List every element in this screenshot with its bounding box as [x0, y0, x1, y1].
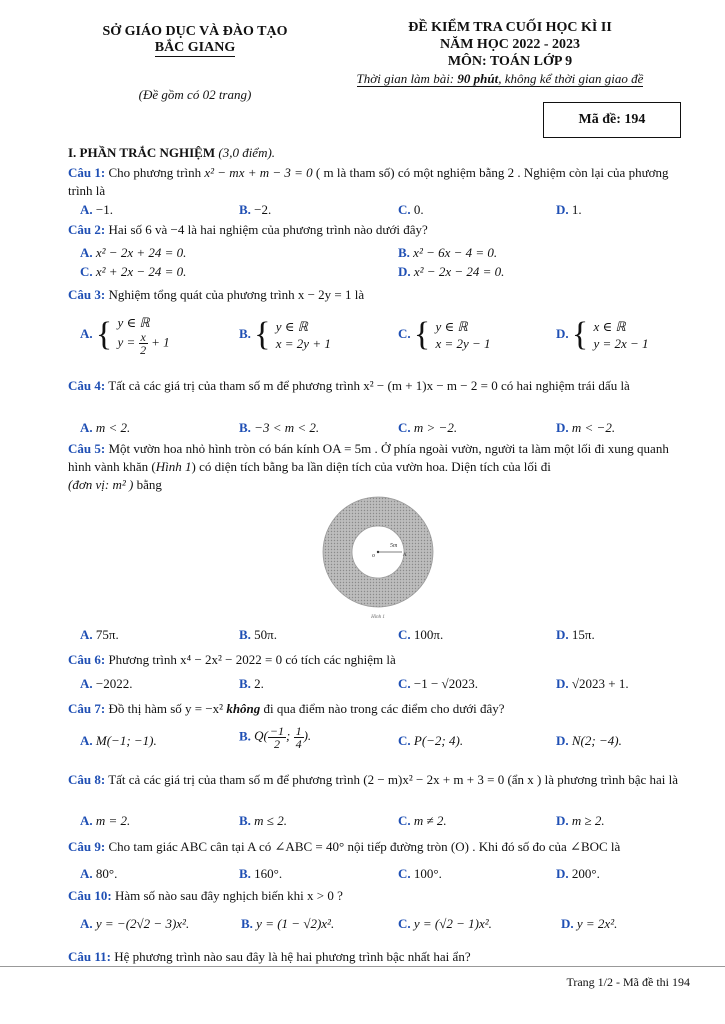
- q7-option-d[interactable]: [556, 733, 622, 749]
- q3-a-line2-b: + 1: [147, 334, 170, 350]
- letter-d: D.: [556, 676, 569, 691]
- letter-d: D.: [556, 813, 569, 828]
- q4-a-text: m < 2.: [95, 420, 131, 435]
- time-prefix: Thời gian làm bài:: [356, 71, 458, 86]
- q2-option-b[interactable]: [398, 245, 497, 261]
- section-title: [68, 145, 275, 161]
- q2-b-text: x² − 6x − 4 = 0.: [413, 245, 498, 260]
- q3-a-line1: y ∈ ℝ: [117, 315, 150, 330]
- q3-a-line2: [117, 331, 169, 356]
- letter-d: D.: [561, 916, 574, 931]
- q6-b-text: 2.: [254, 676, 264, 691]
- q3-option-c[interactable]: [398, 318, 491, 352]
- time-bold: 90 phút: [457, 71, 499, 86]
- letter-a: A.: [80, 245, 93, 260]
- q8-option-a[interactable]: [80, 813, 130, 829]
- letter-d: D.: [556, 627, 569, 642]
- q6-text: Phương trình x⁴ − 2x² − 2022 = 0 có tích các nghiệm là: [105, 652, 396, 667]
- question-11: [68, 948, 690, 966]
- q3-text: Nghiệm tổng quát của phương trình x − 2y = 1 là: [105, 287, 365, 302]
- q5-option-d[interactable]: [556, 627, 595, 643]
- q9-a-text: 80°.: [95, 866, 118, 881]
- letter-b: B.: [239, 627, 251, 642]
- q10-a-text: y = −(2√2 − 3)x².: [95, 916, 190, 931]
- figure-caption: Hình 1: [371, 615, 385, 620]
- q3-a-fraction: [139, 331, 148, 356]
- letter-c: C.: [398, 325, 411, 341]
- q5-fig-ref: Hình 1: [155, 459, 192, 474]
- q11-text: Hệ phương trình nào sau đây là hệ hai phương trình bậc nhất hai ẩn?: [110, 949, 471, 964]
- q8-option-d[interactable]: [556, 813, 605, 829]
- q9-d-text: 200°.: [571, 866, 600, 881]
- page-footer: Trang 1/2 - Mã đề thi 194: [566, 975, 690, 989]
- q10-label: Câu 10:: [68, 888, 112, 903]
- q8-label: Câu 8:: [68, 772, 106, 787]
- q5-unit: (đơn vị: m² ): [68, 477, 134, 492]
- department-name: SỞ GIÁO DỤC VÀ ĐÀO TẠO: [102, 24, 288, 39]
- pages-note: (Đề gồm có 02 trang): [138, 87, 252, 102]
- q4-label: Câu 4:: [68, 378, 106, 393]
- letter-a: A.: [80, 627, 93, 642]
- q7-b-den1: 2: [273, 737, 280, 751]
- label-o: o: [372, 553, 375, 559]
- q6-label: Câu 6:: [68, 652, 106, 667]
- q4-text: Tất cả các giá trị của tham số m để phương trình x² − (m + 1)x − m − 2 = 0 có hai nghiệm trái dấu là: [105, 378, 630, 393]
- q8-text: Tất cả các giá trị của tham số m để phương trình (2 − m)x² − 2x + m + 3 = 0 (ẩn x ) là phương trình bậc hai là: [105, 772, 679, 787]
- letter-c: C.: [398, 676, 411, 691]
- q4-option-c[interactable]: [398, 420, 457, 436]
- exam-code-box: Mã đề: 194: [543, 102, 681, 138]
- section-title-text: I. PHẦN TRẮC NGHIỆM: [68, 145, 216, 160]
- q4-option-a[interactable]: [80, 420, 130, 436]
- letter-b: B.: [239, 676, 251, 691]
- q7-a-text: M(−1; −1).: [95, 733, 157, 748]
- q3-label: Câu 3:: [68, 287, 106, 302]
- q7-option-a[interactable]: [80, 733, 157, 749]
- letter-b: B.: [241, 916, 253, 931]
- letter-a: A.: [80, 866, 93, 881]
- q5-a-text: 75π.: [95, 627, 119, 642]
- q6-option-d[interactable]: [556, 676, 629, 692]
- q4-d-text: m < −2.: [571, 420, 616, 435]
- letter-a: A.: [80, 676, 93, 691]
- q3-b-system: [276, 318, 331, 352]
- q10-option-d[interactable]: [561, 916, 617, 932]
- q10-option-b[interactable]: [241, 916, 334, 932]
- q8-options: [80, 813, 690, 831]
- question-9: [68, 838, 690, 856]
- q7-d-text: N(2; −4).: [571, 733, 622, 748]
- q9-label: Câu 9:: [68, 839, 106, 854]
- q3-c-line1: y ∈ ℝ: [435, 319, 468, 334]
- q4-options: [80, 420, 690, 438]
- letter-a: A.: [80, 325, 93, 341]
- q6-options: [80, 676, 690, 694]
- section-points: (3,0 điểm).: [215, 145, 276, 160]
- q1-text-b: ( m là tham số) có một nghiệm bằng 2 . Nghiệm còn lại của phương trình là: [68, 165, 669, 198]
- q5-option-a[interactable]: [80, 627, 119, 643]
- q10-option-a[interactable]: [80, 916, 189, 932]
- q5-option-c[interactable]: [398, 627, 443, 643]
- q5-options: [80, 627, 690, 645]
- letter-d: D.: [556, 202, 569, 217]
- letter-a: A.: [80, 420, 93, 435]
- q9-option-b[interactable]: [239, 866, 282, 882]
- q8-b-text: m ≤ 2.: [254, 813, 287, 828]
- q6-c-text: −1 − √2023.: [413, 676, 478, 691]
- question-6: [68, 651, 690, 669]
- question-8: [68, 769, 690, 791]
- question-1: [68, 164, 690, 200]
- letter-c: C.: [398, 627, 411, 642]
- q3-a-brace: {: [95, 316, 113, 353]
- q2-option-c[interactable]: [80, 264, 186, 280]
- letter-c: C.: [398, 420, 411, 435]
- letter-d: D.: [556, 733, 569, 748]
- q9-text: Cho tam giác ABC cân tại A có ∠ABC = 40° nội tiếp đường tròn (O) . Khi đó số đo của ∠BOC là: [105, 839, 621, 854]
- letter-b: B.: [239, 813, 251, 828]
- letter-b: B.: [239, 728, 251, 744]
- q5-d-text: 15π.: [571, 627, 595, 642]
- q7-label: Câu 7:: [68, 701, 106, 716]
- q7-c-text: P(−2; 4).: [413, 733, 464, 748]
- q3-c-brace: {: [413, 316, 431, 353]
- q3-options: [80, 310, 690, 370]
- q3-d-line2: y = 2x − 1: [593, 336, 649, 351]
- q10-b-text: y = (1 − √2)x².: [256, 916, 335, 931]
- q6-option-c[interactable]: [398, 676, 478, 692]
- letter-c: C.: [398, 866, 411, 881]
- q5-option-b[interactable]: [239, 627, 277, 643]
- letter-c: C.: [398, 813, 411, 828]
- q2-d-text: x² − 2x − 24 = 0.: [413, 264, 505, 279]
- q1-c-text: 0.: [413, 202, 424, 217]
- q7-b-frac2: [294, 725, 304, 750]
- q9-option-d[interactable]: [556, 866, 600, 882]
- q4-option-d[interactable]: [556, 420, 615, 436]
- q1-a-text: −1.: [95, 202, 113, 217]
- footer-divider: [0, 966, 725, 967]
- annulus-figure: [318, 494, 438, 622]
- center-point: [377, 551, 379, 553]
- q2-a-text: x² − 2x + 24 = 0.: [95, 245, 187, 260]
- letter-d: D.: [556, 866, 569, 881]
- q3-c-line2: x = 2y − 1: [435, 336, 491, 351]
- q3-a-den: 2: [140, 343, 147, 357]
- q6-option-b[interactable]: [239, 676, 264, 692]
- q1-option-a[interactable]: [80, 202, 113, 218]
- letter-c: C.: [80, 264, 93, 279]
- q2-option-d[interactable]: [398, 264, 504, 280]
- q2-label: Câu 2:: [68, 222, 106, 237]
- q8-option-c[interactable]: [398, 813, 447, 829]
- q9-b-text: 160°.: [254, 866, 283, 881]
- q3-option-b[interactable]: [239, 318, 331, 352]
- q8-d-text: m ≥ 2.: [571, 813, 605, 828]
- letter-b: B.: [239, 420, 251, 435]
- q3-option-d[interactable]: [556, 318, 649, 352]
- q3-d-system: [593, 318, 648, 352]
- province-name: [60, 40, 330, 56]
- q7-b-frac1: [268, 725, 286, 750]
- q2-options-row2: [80, 264, 690, 282]
- q2-option-a[interactable]: [80, 245, 186, 261]
- q2-text: Hai số 6 và −4 là hai nghiệm của phương trình nào dưới đây?: [105, 222, 428, 237]
- question-5: [68, 440, 690, 494]
- letter-c: C.: [398, 733, 411, 748]
- q9-option-c[interactable]: [398, 866, 442, 882]
- letter-a: A.: [80, 813, 93, 828]
- question-7: [68, 700, 690, 718]
- q1-equation: x² − mx + m − 3 = 0: [204, 165, 313, 180]
- q3-a-system: [117, 314, 169, 356]
- q3-option-a[interactable]: [80, 314, 170, 356]
- q10-option-c[interactable]: [398, 916, 492, 932]
- q5-text-a: Một vườn hoa nhỏ hình tròn có bán kính OA = 5m . Ở phía ngoài vườn, người ta làm một lối đi xung quanh hình vành khăn (: [68, 441, 669, 474]
- question-2: [68, 221, 690, 239]
- q11-label: Câu 11:: [68, 949, 111, 964]
- q1-option-d[interactable]: [556, 202, 582, 218]
- q1-option-b[interactable]: [239, 202, 271, 218]
- q3-c-system: [435, 318, 490, 352]
- q4-c-text: m > −2.: [413, 420, 458, 435]
- q4-option-b[interactable]: [239, 420, 319, 436]
- q7-option-b[interactable]: [239, 725, 311, 750]
- q1-option-c[interactable]: [398, 202, 424, 218]
- q7-text-a: Đồ thị hàm số y = −x²: [105, 701, 227, 716]
- q1-d-text: 1.: [571, 202, 582, 217]
- q3-a-line2-a: y =: [117, 334, 139, 350]
- q1-b-text: −2.: [254, 202, 272, 217]
- q4-b-text: −3 < m < 2.: [254, 420, 320, 435]
- q9-option-a[interactable]: [80, 866, 117, 882]
- question-3: [68, 286, 690, 304]
- q2-options-row1: [80, 245, 690, 263]
- q5-b-text: 50π.: [254, 627, 277, 642]
- school-year: NĂM HỌC 2022 - 2023: [440, 37, 580, 52]
- q6-option-a[interactable]: [80, 676, 132, 692]
- q7-b-post: ).: [303, 728, 312, 744]
- q7-text-bold: không: [226, 701, 261, 716]
- letter-b: B.: [239, 202, 251, 217]
- q9-options: [80, 866, 690, 884]
- q6-a-text: −2022.: [95, 676, 133, 691]
- q5-text-b: ) có diện tích bằng ba lần diện tích của vườn hoa. Diện tích của lối đi: [191, 459, 551, 474]
- exam-title: ĐỀ KIỂM TRA CUỐI HỌC KÌ II: [408, 20, 612, 35]
- label-5m: 5m: [390, 543, 398, 549]
- letter-a: A.: [80, 202, 93, 217]
- letter-d: D.: [556, 325, 569, 341]
- q1-text-a: Cho phương trình: [105, 165, 205, 180]
- q1-options: [80, 202, 690, 220]
- q7-b-pre: Q(: [254, 728, 268, 744]
- q3-d-brace: {: [571, 316, 589, 353]
- q5-text-c: bằng: [133, 477, 162, 492]
- q2-c-text: x² + 2x − 24 = 0.: [95, 264, 187, 279]
- q7-options: [80, 724, 690, 763]
- letter-b: B.: [398, 245, 410, 260]
- letter-c: C.: [398, 916, 411, 931]
- q10-c-text: y = (√2 − 1)x².: [413, 916, 492, 931]
- q7-b-sep: ;: [286, 728, 294, 744]
- q3-b-brace: {: [254, 316, 271, 353]
- q10-d-text: y = 2x².: [576, 916, 618, 931]
- time-note: [320, 71, 680, 87]
- label-a: A: [403, 553, 407, 558]
- q7-b-num1: −1: [269, 724, 284, 738]
- q5-label: Câu 5:: [68, 441, 106, 456]
- q7-b-den2: 4: [295, 737, 302, 751]
- question-10: [68, 887, 690, 905]
- letter-c: C.: [398, 202, 411, 217]
- q7-b-num2: 1: [295, 724, 302, 738]
- q8-a-text: m = 2.: [95, 813, 131, 828]
- q10-text: Hàm số nào sau đây nghịch biến khi x > 0 ?: [111, 888, 343, 903]
- q3-b-line1: y ∈ ℝ: [275, 319, 308, 334]
- q10-options: [80, 916, 690, 934]
- question-4: [68, 377, 690, 395]
- province-text: BẮC GIANG: [154, 40, 236, 55]
- letter-b: B.: [239, 325, 251, 341]
- q6-d-text: √2023 + 1.: [571, 676, 629, 691]
- q1-label: Câu 1:: [68, 165, 106, 180]
- letter-a: A.: [80, 916, 93, 931]
- q9-c-text: 100°.: [413, 866, 442, 881]
- q8-c-text: m ≠ 2.: [413, 813, 447, 828]
- q7-option-c[interactable]: [398, 733, 463, 749]
- letter-a: A.: [80, 733, 93, 748]
- q3-a-num: x: [140, 330, 146, 344]
- q7-text-b: đi qua điểm nào trong các điểm cho dưới đây?: [260, 701, 505, 716]
- q3-b-line2: x = 2y + 1: [275, 336, 331, 351]
- letter-b: B.: [239, 866, 251, 881]
- time-suffix: , không kể thời gian giao đề: [498, 71, 644, 86]
- q3-d-line1: x ∈ ℝ: [593, 319, 626, 334]
- letter-d: D.: [398, 264, 411, 279]
- q7-b-expr: [254, 724, 312, 751]
- q5-c-text: 100π.: [413, 627, 444, 642]
- letter-d: D.: [556, 420, 569, 435]
- q8-option-b[interactable]: [239, 813, 287, 829]
- subject: MÔN: TOÁN LỚP 9: [447, 54, 573, 69]
